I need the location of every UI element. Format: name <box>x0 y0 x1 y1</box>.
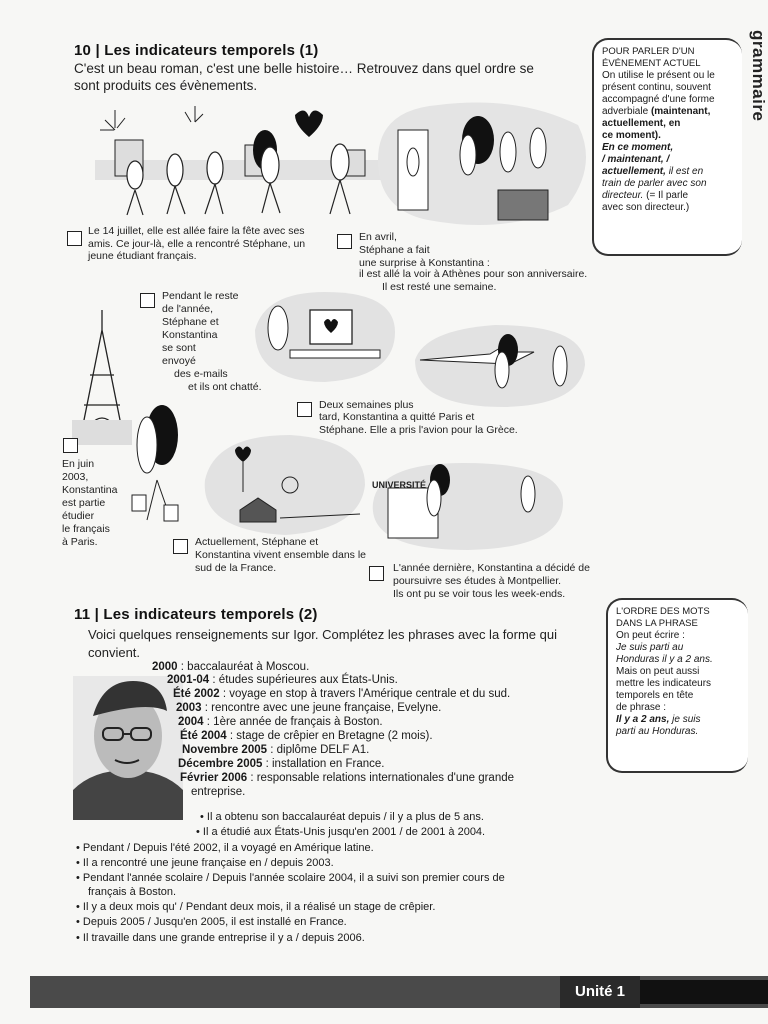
sidebar-1-bold-3: ce moment). <box>602 130 661 141</box>
caption-actuellement-l1: Actuellement, Stéphane et <box>195 536 319 548</box>
sidebar-2-line-5: de phrase : <box>616 702 667 713</box>
sidebar-2-line-3: mettre les indicateurs <box>616 678 712 689</box>
unit-label: Unité 1 <box>560 976 640 1008</box>
sidebar-2-italic-3b: je suis <box>672 714 701 725</box>
caption-juin-l1: En juin <box>62 458 95 470</box>
illustration-surprise <box>368 100 588 230</box>
caption-reste-l2: de l'année, <box>162 303 214 315</box>
timeline-item-7: Novembre 2005 : diplôme DELF A1. <box>182 744 370 756</box>
title-separator: | <box>94 606 104 623</box>
sidebar-2-italic-3: Il y a 2 ans, <box>616 714 670 725</box>
exercise-10-title <box>74 42 318 59</box>
sidebar-1-bold-2: actuellement, en <box>602 118 681 129</box>
exercise-11-number: 11 <box>74 606 91 623</box>
caption-reste-l3: Stéphane et <box>162 316 219 328</box>
timeline-item-1: 2000 : baccalauréat à Moscou. <box>152 661 310 673</box>
sidebar-2-italic-4: parti au Honduras. <box>616 726 699 737</box>
bullet-sentence-4: • Il a rencontré une jeune française en / depuis 2003. <box>76 857 334 869</box>
caption-14-juillet: Le 14 juillet, elle est allée faire la fête avec ses amis. Ce jour-là, elle a rencontré Stéphane, un jeune étudiant français. <box>88 225 306 262</box>
exercise-11-title-text: Les indicateurs temporels (2) <box>103 606 318 623</box>
bullet-sentence-8: • Il travaille dans une grande entreprise il y a / depuis 2006. <box>76 932 365 944</box>
bullet-dot: • <box>196 826 203 838</box>
illustration-computer <box>250 290 400 385</box>
exercise-10-title-text: Les indicateurs temporels (1) <box>104 42 319 59</box>
sidebar-evenement-actuel <box>592 38 742 256</box>
order-checkbox-1[interactable] <box>67 231 82 246</box>
timeline-item-2: 2001-04 : études supérieures aux États-Unis. <box>167 674 398 686</box>
caption-juin-l5: étudier <box>62 510 95 522</box>
caption-annee-derniere-l3: Ils ont pu se voir tous les week-ends. <box>393 588 566 600</box>
order-checkbox-2[interactable] <box>337 234 352 249</box>
caption-reste-l5: se sont <box>162 342 196 354</box>
caption-avril-l2: Stéphane a fait <box>359 244 430 256</box>
caption-avril-l5: Il est resté une semaine. <box>382 281 497 293</box>
caption-juin-l3: Konstantina <box>62 484 118 496</box>
sidebar-1-italic-1: En ce moment, <box>602 142 674 153</box>
bullet-dot: • <box>76 932 83 944</box>
sidebar-2-italic-2: Honduras il y a 2 ans. <box>616 654 713 665</box>
exercise-11-title <box>74 606 318 623</box>
bullet-sentence-5: • Pendant l'année scolaire / Depuis l'année scolaire 2004, il a suivi son premier cours de <box>76 872 505 884</box>
caption-juin-l4: est partie <box>62 497 106 509</box>
bullet-sentence-1: • Il a obtenu son baccalauréat depuis / il y a plus de 5 ans. <box>200 811 484 823</box>
page-footer <box>30 976 768 1008</box>
bullet-dot: • <box>76 901 83 913</box>
sidebar-1-explain-2: avec son directeur.) <box>602 202 690 213</box>
sidebar-1-italic-2: / maintenant, / <box>602 154 670 165</box>
sidebar-2-line-1: On peut écrire : <box>616 630 685 641</box>
timeline-item-6: Été 2004 : stage de crêpier en Bretagne (2 mois). <box>180 730 433 742</box>
exercise-10-number: 10 <box>74 42 92 59</box>
bullet-dot: • <box>200 811 207 823</box>
caption-reste-l6: envoyé <box>162 355 196 367</box>
university-sign: UNIVERSITÉ <box>372 480 427 490</box>
bullet-sentence-2: • Il a étudié aux États-Unis jusqu'en 2001 / de 2001 à 2004. <box>196 826 486 838</box>
caption-avril-l4: il est allé la voir à Athènes pour son anniversaire. <box>359 268 588 280</box>
sidebar-1-line-2: présent continu, souvent <box>602 82 711 93</box>
sidebar-2-heading-l2: DANS LA PHRASE <box>616 618 698 629</box>
sidebar-2-heading-l1: L'ORDRE DES MOTS <box>616 606 710 617</box>
caption-annee-derniere-l1: L'année dernière, Konstantina a décidé de <box>393 562 590 574</box>
illustration-party <box>95 100 385 225</box>
bullet-sentence-5-cont: français à Boston. <box>88 886 177 898</box>
bullet-dot: • <box>76 857 83 869</box>
caption-reste-l4: Konstantina <box>162 329 218 341</box>
order-checkbox-4[interactable] <box>297 402 312 417</box>
bullet-sentence-6: • Il y a deux mois qu' / Pendant deux mois, il a réalisé un stage de crêpier. <box>76 901 436 913</box>
bullet-sentence-7: • Depuis 2005 / Jusqu'en 2005, il est installé en France. <box>76 916 347 928</box>
caption-annee-derniere-l2: poursuivre ses études à Montpellier. <box>393 575 562 587</box>
timeline-item-9-cont: entreprise. <box>191 786 246 798</box>
sidebar-1-italic-3b: il est en <box>668 166 704 177</box>
bullet-sentence-3: • Pendant / Depuis l'été 2002, il a voyagé en Amérique latine. <box>76 842 374 854</box>
sidebar-1-line-3: accompagné d'une forme <box>602 94 715 105</box>
exercise-11-intro-l1: Voici quelques renseignements sur Igor. Complétez les phrases avec la forme qui <box>88 627 557 642</box>
bullet-dot: • <box>76 916 83 928</box>
timeline-item-8: Décembre 2005 : installation en France. <box>178 758 385 770</box>
caption-juin-l6: le français <box>62 523 110 535</box>
order-checkbox-6[interactable] <box>173 539 188 554</box>
sidebar-1-bold-1: (maintenant, <box>650 106 711 117</box>
sidebar-1-heading-l1: POUR PARLER D'UN <box>602 46 695 57</box>
illustration-university <box>368 458 568 553</box>
caption-actuellement-l2: Konstantina vivent ensemble dans le <box>195 549 367 561</box>
bullet-dot: • <box>76 842 83 854</box>
caption-actuellement-l3: sud de la France. <box>195 562 277 574</box>
exercise-10-intro: C'est un beau roman, c'est une belle histoire… Retrouvez dans quel ordre se sont produits ces évènements. <box>74 61 534 93</box>
sidebar-1-heading-l2: ÉVÉNEMENT ACTUEL <box>602 58 701 69</box>
sidebar-1-italic-5: directeur. <box>602 190 644 201</box>
timeline-item-9: Février 2006 : responsable relations internationales d'une grande <box>180 772 515 784</box>
sidebar-2-line-2: Mais on peut aussi <box>616 666 700 677</box>
caption-deux-semaines-l2: tard, Konstantina a quitté Paris et <box>319 411 475 423</box>
bullet-dot: • <box>76 872 83 884</box>
caption-avril-l1: En avril, <box>359 231 397 243</box>
order-checkbox-7[interactable] <box>369 566 384 581</box>
sidebar-1-italic-4: train de parler avec son <box>602 178 707 189</box>
sidebar-1-line-1: On utilise le présent ou le <box>602 70 715 81</box>
caption-avril-l3: une surprise à Konstantina : <box>359 257 490 269</box>
exercise-11-intro-l2: convient. <box>88 645 141 660</box>
title-separator: | <box>95 42 105 59</box>
igor-photo <box>73 676 183 820</box>
caption-deux-semaines-l3: Stéphane. Elle a pris l'avion pour la Grèce. <box>319 424 518 436</box>
illustration-house <box>200 430 370 540</box>
timeline-item-4: 2003 : rencontre avec une jeune française, Evelyne. <box>176 702 442 714</box>
sidebar-1-explain-1: (= Il parle <box>646 190 689 201</box>
sidebar-2-line-4: temporels en tête <box>616 690 694 701</box>
caption-reste-l8: et ils ont chatté. <box>188 381 262 393</box>
timeline-item-3: Été 2002 : voyage en stop à travers l'Amérique centrale et du sud. <box>173 688 511 700</box>
caption-reste-l7: des e-mails <box>174 368 228 380</box>
footer-dark-block <box>640 980 768 1004</box>
timeline-item-5: 2004 : 1ère année de français à Boston. <box>178 716 383 728</box>
caption-deux-semaines-l1: Deux semaines plus <box>319 399 414 411</box>
caption-reste-l1: Pendant le reste <box>162 290 239 302</box>
sidebar-1-line-4: adverbiale <box>602 106 649 117</box>
order-checkbox-5[interactable] <box>63 438 78 453</box>
sidebar-1-italic-3: actuellement, <box>602 166 666 177</box>
caption-juin-l7: à Paris. <box>62 536 98 548</box>
illustration-airport <box>410 320 590 410</box>
sidebar-2-italic-1: Je suis parti au <box>616 642 684 653</box>
side-tab-grammaire: grammaire <box>749 30 768 122</box>
sidebar-ordre-des-mots <box>606 598 748 773</box>
caption-juin-l2: 2003, <box>62 471 89 483</box>
